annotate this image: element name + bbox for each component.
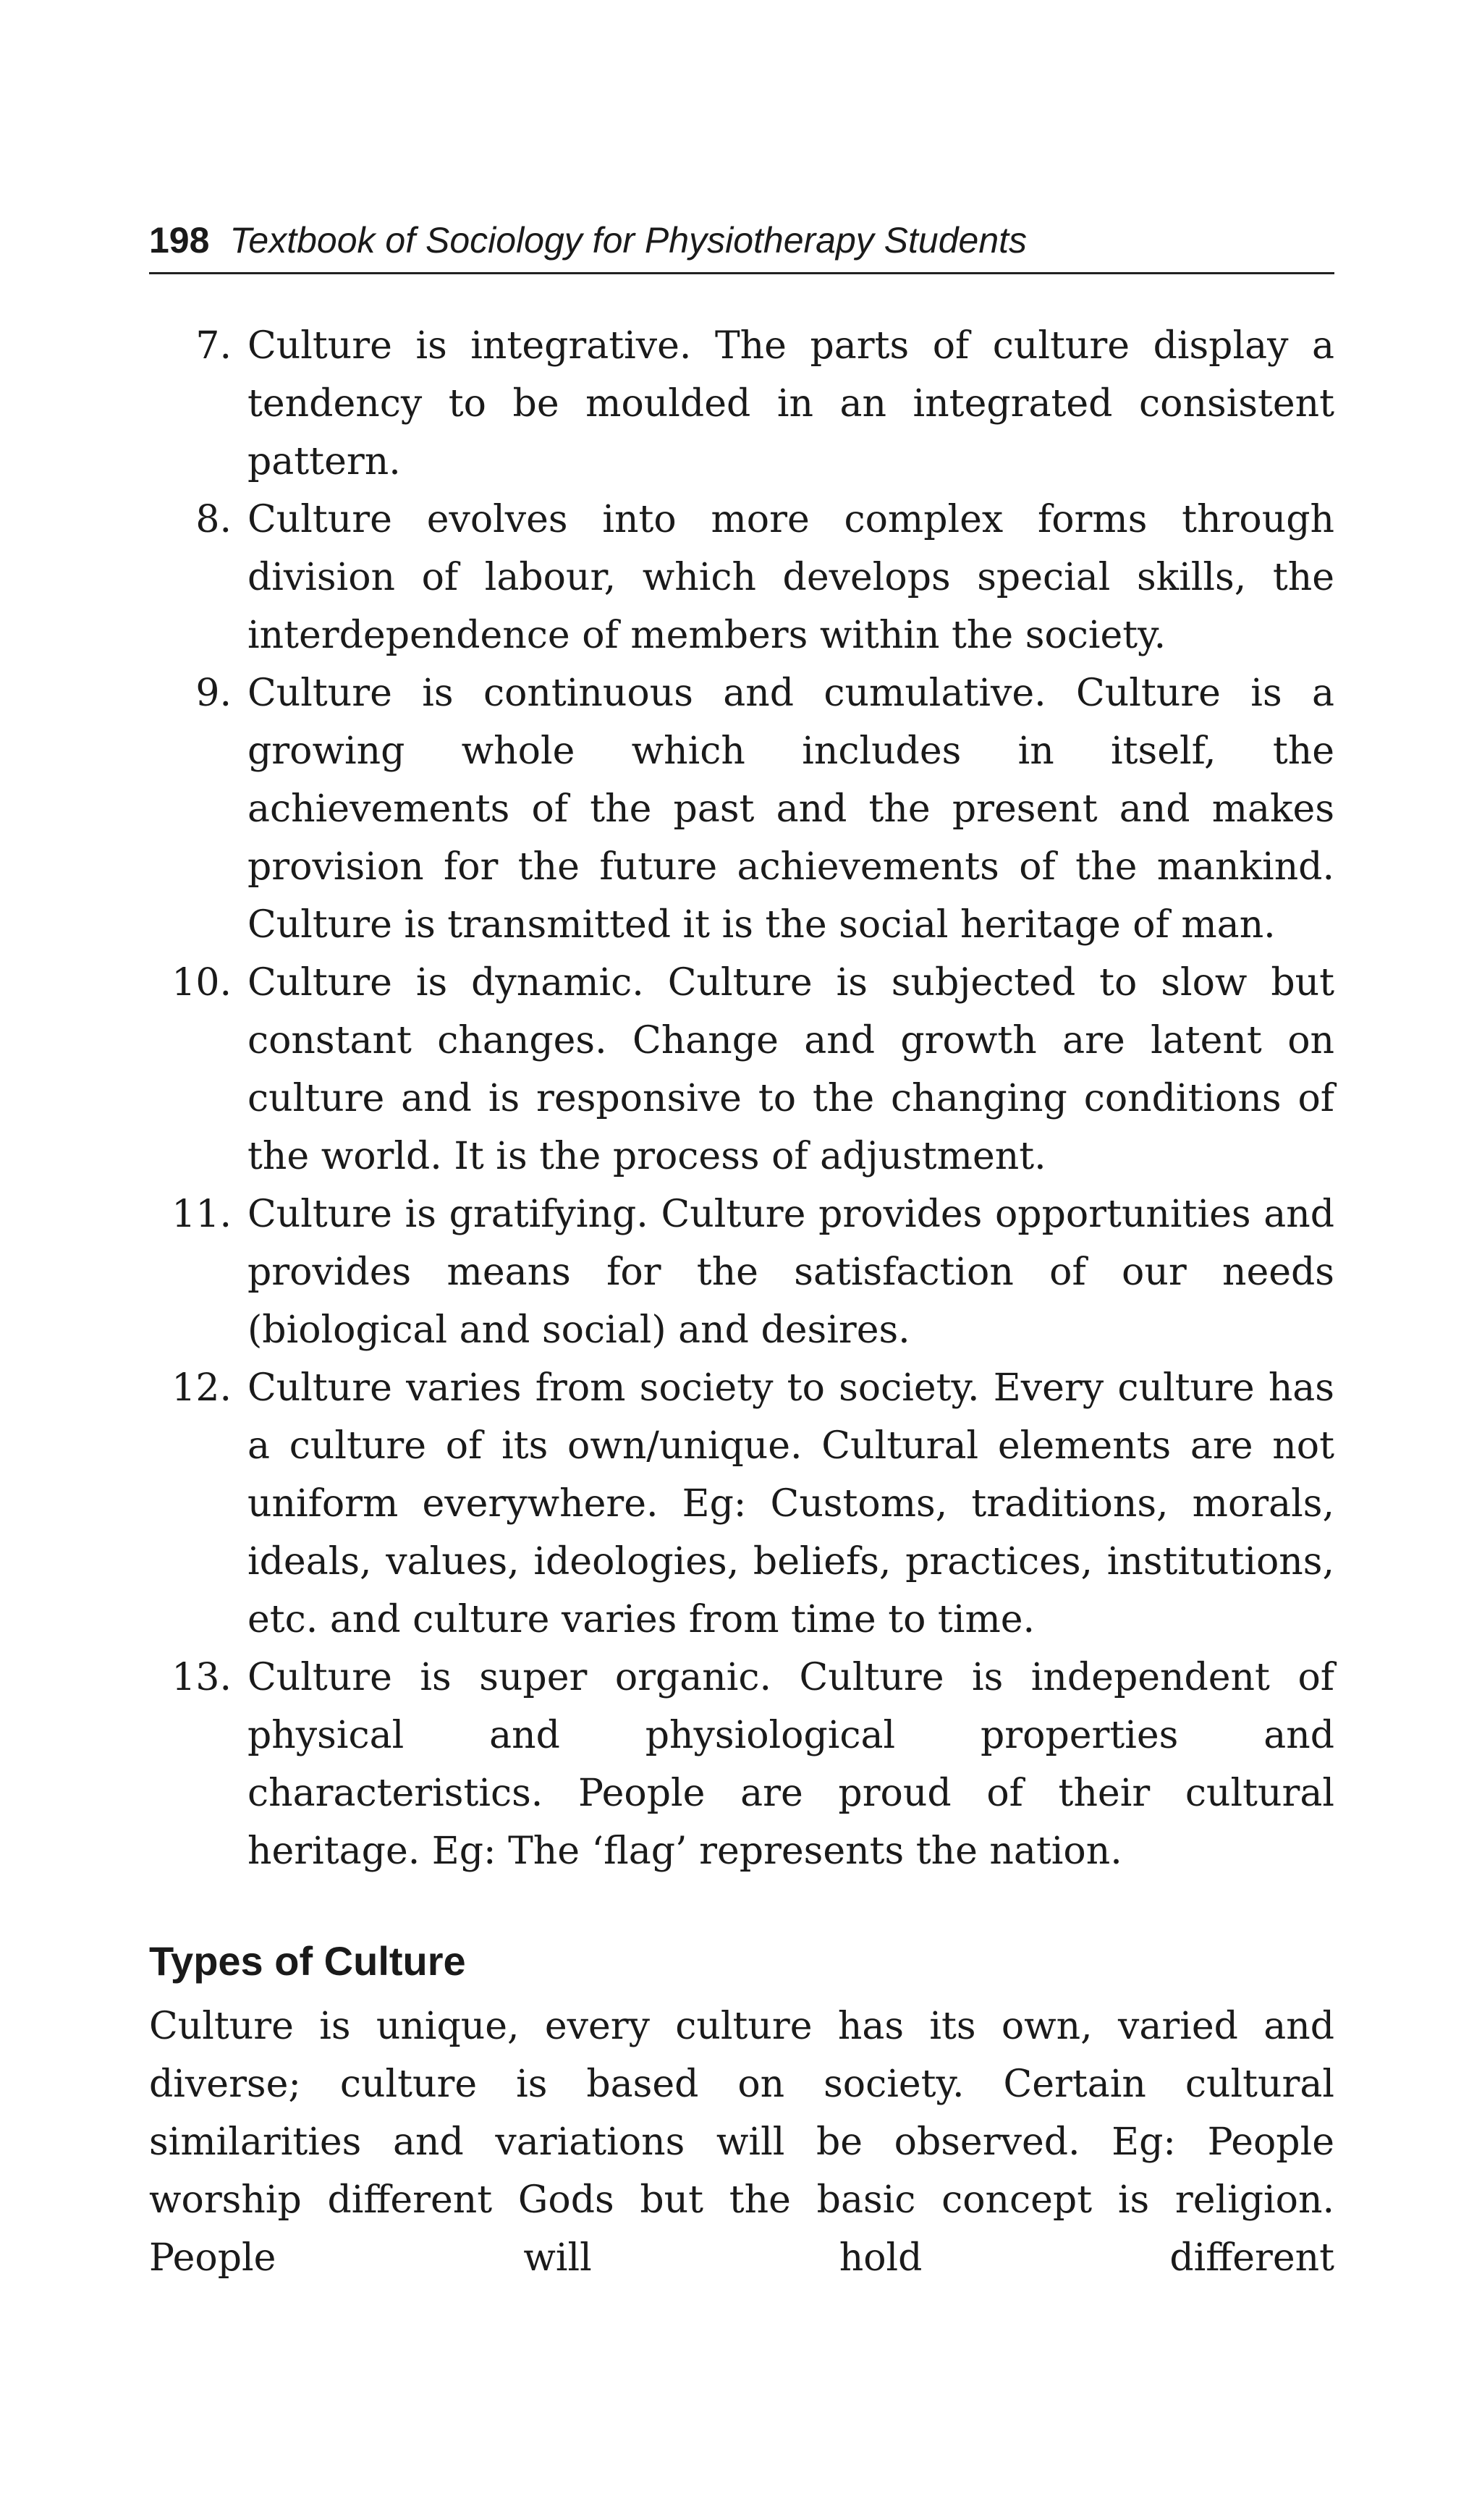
list-item [149,664,1334,954]
list-item [149,1359,1334,1649]
list-item [149,1649,1334,1880]
item-number: 7. [195,324,232,368]
item-text: Culture evolves into more complex forms through division of labour, which develops special skills, the interdependence of members within the society. [247,498,1334,657]
culture-characteristics-list [149,317,1334,1880]
section-heading: Types of Culture [149,1938,466,1984]
page-content [149,317,1334,2287]
item-text: Culture is super organic. Culture is independent of physical and physiological properties and characteristics. People are proud of their cultural heritage. Eg: The ‘flag’ represents the nation. [247,1656,1334,1873]
section-paragraph: Culture is unique, every culture has its own, varied and diverse; culture is based on society. Certain cultural similarities and variations will be observed. Eg: People worship different Gods but the basic concept is religion. People will hold different [149,2005,1334,2280]
item-number: 9. [195,672,232,715]
book-title: Textbook of Sociology for Physiotherapy Students [229,220,1028,261]
item-number: 10. [172,961,232,1005]
item-text: Culture is integrative. The parts of culture display a tendency to be moulded in an integrated consistent pattern. [247,324,1334,483]
item-text: Culture varies from society to society. Every culture has a culture of its own/unique. Cultural elements are not uniform everywhere. Eg: Customs, traditions, morals, ideals, values, ideologies, beliefs, practices, institutions, etc. and culture varies from time to time. [247,1366,1334,1641]
item-text: Culture is dynamic. Culture is subjected to slow but constant changes. Change and growth are latent on culture and is responsive to the changing conditions of the world. It is the process of adjustment. [247,961,1334,1178]
list-item [149,491,1334,664]
item-number: 13. [172,1656,232,1699]
item-number: 12. [172,1366,232,1410]
list-item [149,317,1334,491]
item-text: Culture is continuous and cumulative. Culture is a growing whole which includes in itself, the achievements of the past and the present and makes provision for the future achievements of the mankind. Culture is transmitted it is the social heritage of man. [247,672,1334,947]
item-text: Culture is gratifying. Culture provides opportunities and provides means for the satisfaction of our needs (biological and social) and desires. [247,1193,1334,1352]
item-number: 11. [172,1193,232,1236]
item-number: 8. [195,498,232,541]
list-item [149,954,1334,1185]
list-item [149,1185,1334,1359]
running-head [149,214,1334,274]
page-number: 198 [149,220,210,261]
